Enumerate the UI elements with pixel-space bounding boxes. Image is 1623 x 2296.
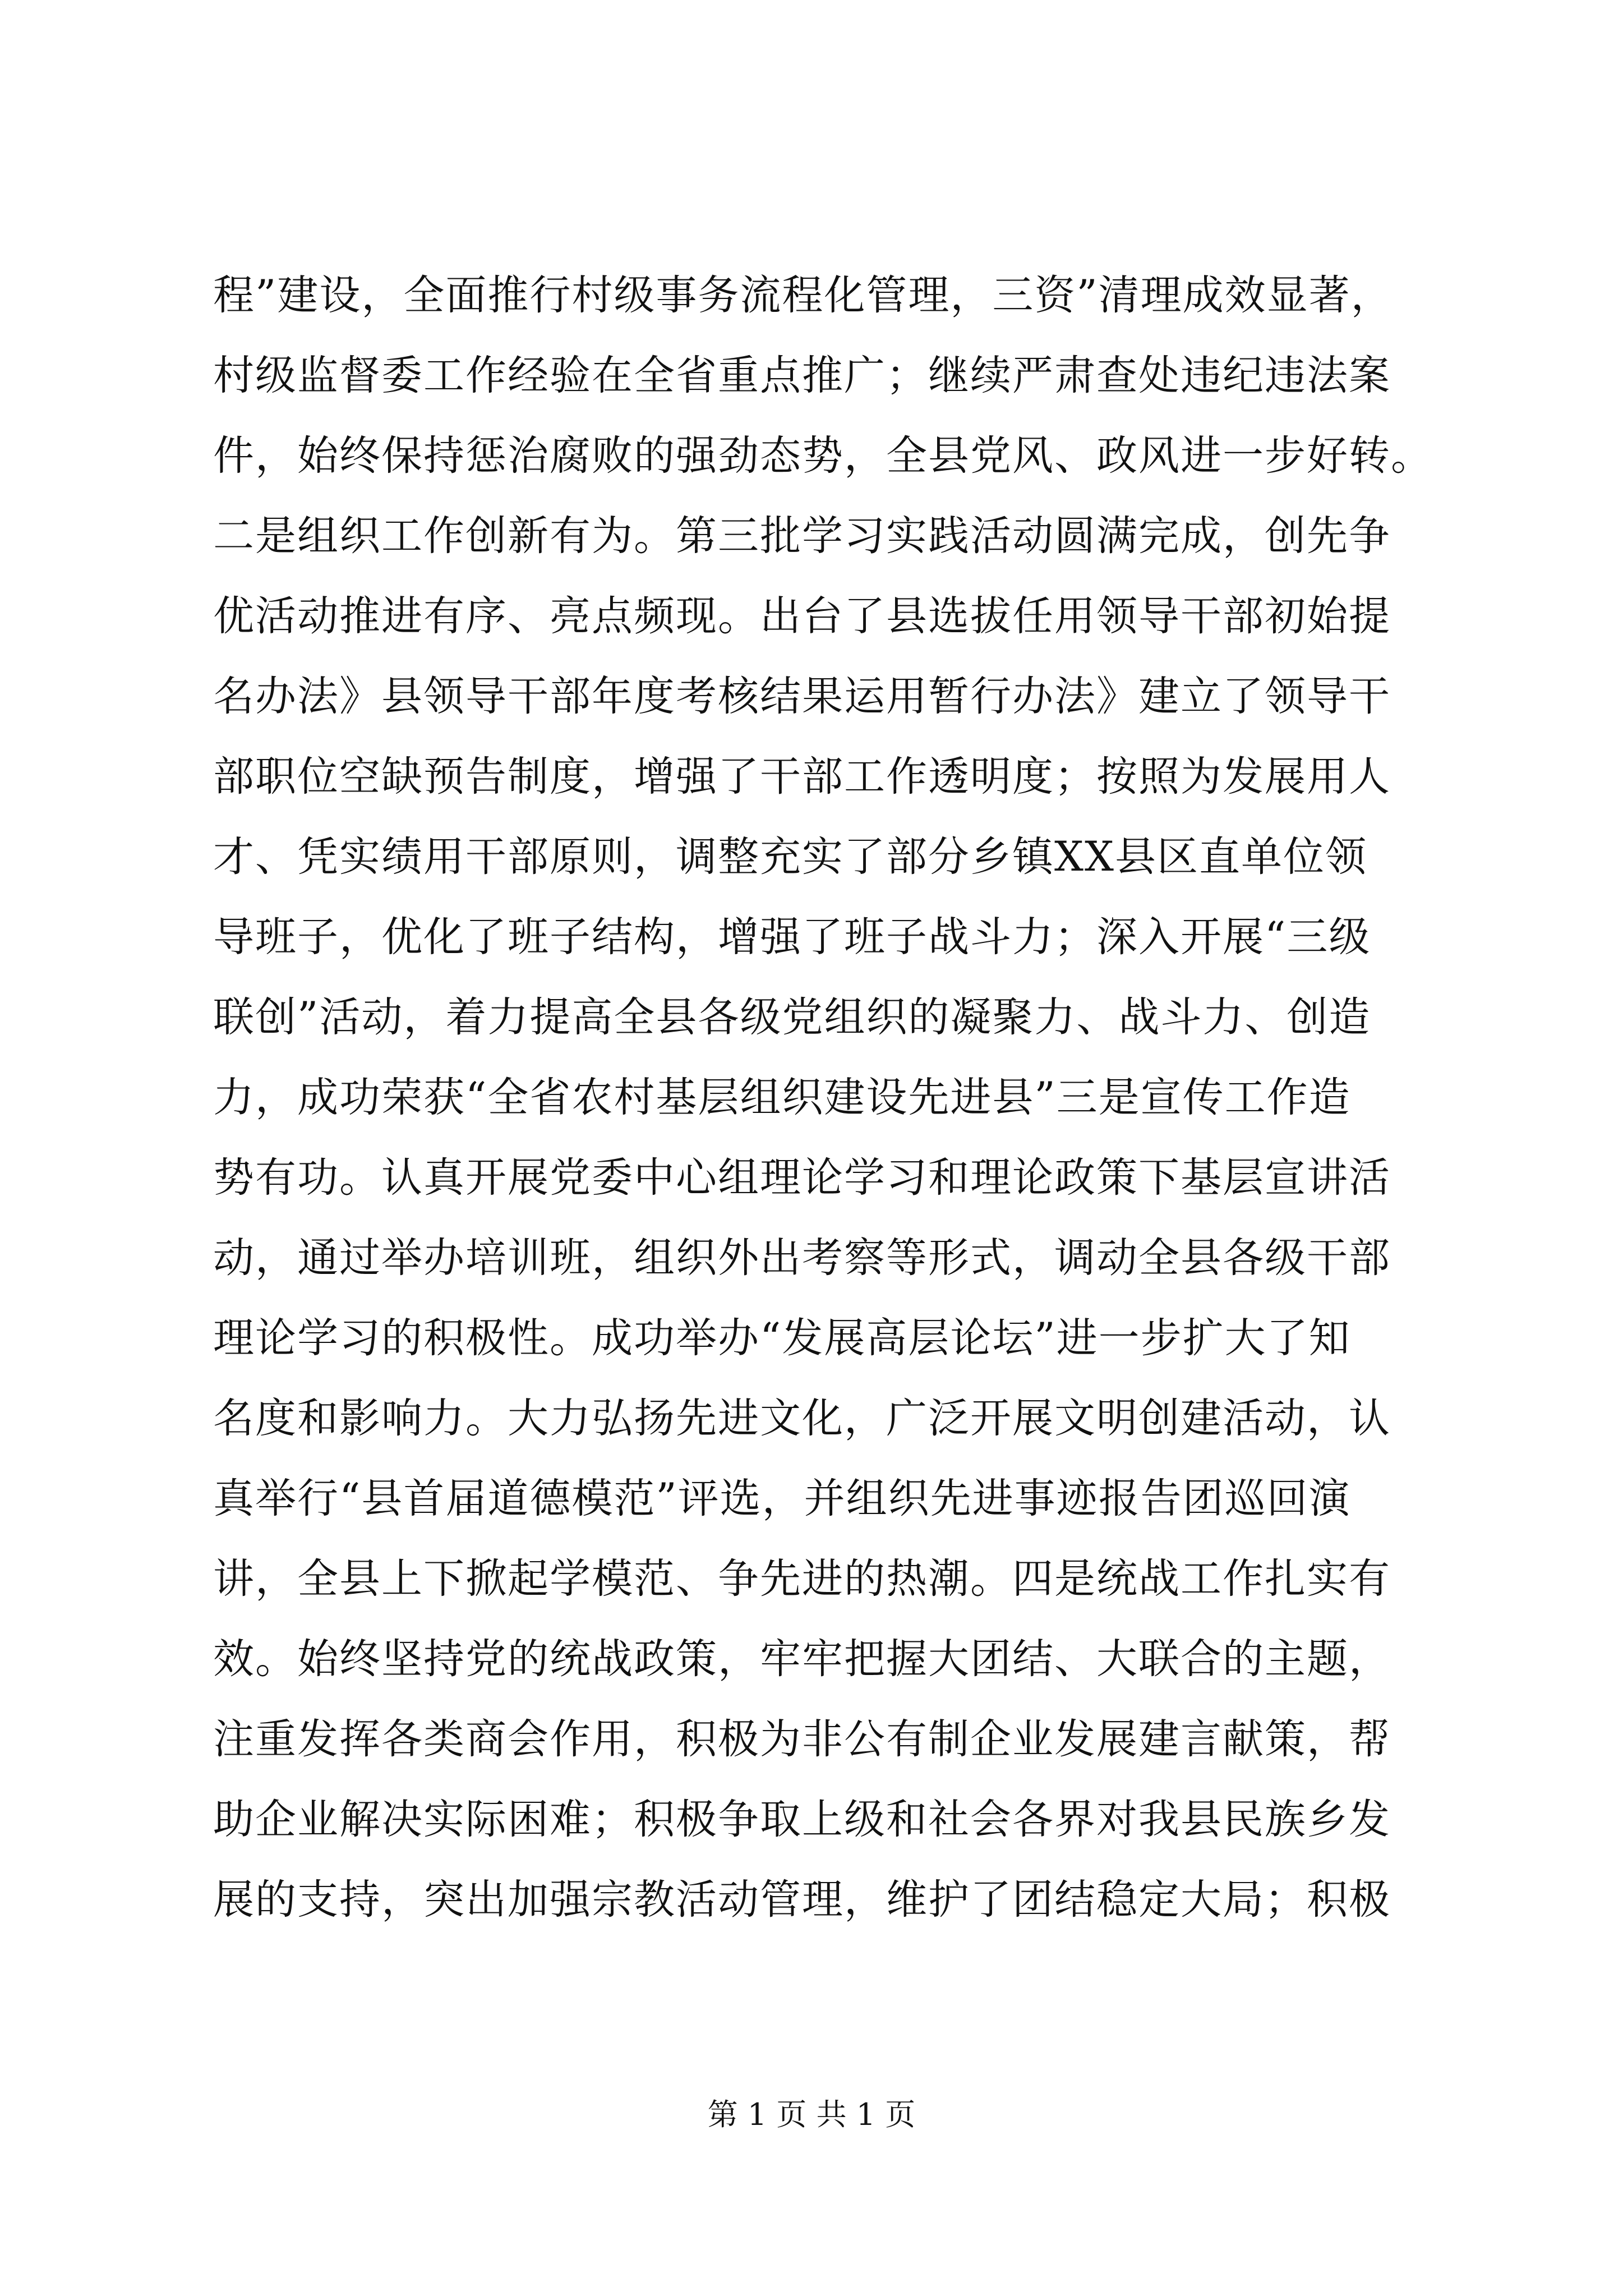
text-line: 真举行“县首届道德模范”评选，并组织先进事迹报告团巡回演 — [213, 1475, 1351, 1522]
text-line: 注重发挥各类商会作用，积极为非公有制企业发展建言献策，帮 — [213, 1715, 1391, 1763]
text-line: 程”建设，全面推行村级事务流程化管理，三资”清理成效显著， — [213, 272, 1393, 319]
text-line: 部职位空缺预告制度，增强了干部工作透明度；按照为发展用人 — [213, 753, 1391, 800]
text-line: 名度和影响力。大力弘扬先进文化，广泛开展文明创建活动，认 — [213, 1395, 1391, 1442]
text-line: 二是组织工作创新有为。第三批学习实践活动圆满完成，创先争 — [213, 512, 1391, 560]
text-line: 才、凭实绩用干部原则，调整充实了部分乡镇XX县区直单位领 — [213, 833, 1367, 881]
text-line: 件，始终保持惩治腐败的强劲态势，全县党风、政风进一步好转。 — [213, 432, 1433, 480]
text-line: 效。始终坚持党的统战政策，牢牢把握大团结、大联合的主题， — [213, 1635, 1391, 1683]
text-line: 导班子，优化了班子结构，增强了班子战斗力；深入开展“三级 — [213, 913, 1371, 961]
text-line: 展的支持，突出加强宗教活动管理，维护了团结稳定大局；积极 — [213, 1876, 1391, 1924]
text-line: 村级监督委工作经验在全省重点推广；继续严肃查处违纪违法案 — [213, 352, 1391, 399]
body-text — [213, 255, 1447, 1940]
text-line: 名办法》县领导干部年度考核结果运用暂行办法》建立了领导干 — [213, 673, 1391, 720]
text-line: 助企业解决实际困难；积极争取上级和社会各界对我县民族乡发 — [213, 1796, 1391, 1843]
text-line: 势有功。认真开展党委中心组理论学习和理论政策下基层宣讲活 — [213, 1154, 1391, 1202]
text-line: 理论学习的积极性。成功举办“发展高层论坛”进一步扩大了知 — [213, 1314, 1351, 1362]
page-footer: 第 1 页 共 1 页 — [707, 2097, 916, 2132]
text-line: 动，通过举办培训班，组织外出考察等形式，调动全县各级干部 — [213, 1234, 1391, 1282]
text-line: 力，成功荣获“全省农村基层组织建设先进县”三是宣传工作造 — [213, 1074, 1351, 1121]
text-line: 优活动推进有序、亮点频现。出台了县选拔任用领导干部初始提 — [213, 592, 1391, 640]
text-line: 联创”活动，着力提高全县各级党组织的凝聚力、战斗力、创造 — [213, 993, 1371, 1041]
text-line: 讲，全县上下掀起学模范、争先进的热潮。四是统战工作扎实有 — [213, 1555, 1391, 1603]
